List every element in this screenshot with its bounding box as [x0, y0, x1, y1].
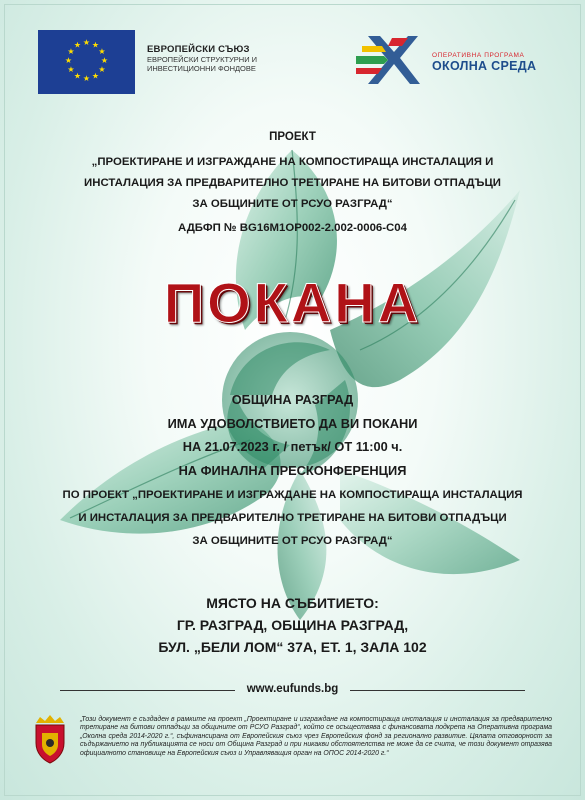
venue-line-1: ГР. РАЗГРАД, ОБЩИНА РАЗГРАД,: [176, 617, 409, 633]
footer-divider-left: [60, 690, 235, 691]
venue-line-2: БУЛ. „БЕЛИ ЛОМ“ 37А, ЕТ. 1, ЗАЛА 102: [158, 639, 427, 655]
invitation-body: [0, 388, 585, 482]
footer-divider-right: [350, 690, 525, 691]
svg-text:★: ★: [73, 40, 82, 50]
invitation-project: [0, 484, 585, 553]
svg-text:★: ★: [100, 56, 109, 65]
svg-text:★: ★: [64, 56, 73, 65]
eu-subtitle-1: ЕВРОПЕЙСКИ СТРУКТУРНИ И: [147, 55, 258, 64]
invitation-line-1: ОБЩИНА РАЗГРАД: [231, 392, 354, 407]
eu-funds-label: [147, 44, 287, 73]
project-title-line-3: ЗА ОБЩИНИТЕ ОТ РСУО РАЗГРАД“: [192, 198, 393, 210]
eu-flag-icon: [38, 30, 135, 94]
eu-subtitle-2: ИНВЕСТИЦИОННИ ФОНДОВЕ: [147, 64, 256, 73]
venue-label: МЯСТО НА СЪБИТИЕТО:: [206, 595, 379, 611]
invitation-line-4: НА ФИНАЛНА ПРЕСКОНФЕРЕНЦИЯ: [178, 462, 407, 478]
razgrad-crest-icon: [30, 713, 70, 765]
svg-text:★: ★: [73, 71, 82, 81]
programme-label: ОПЕРАТИВНА ПРОГРАМА: [432, 52, 525, 59]
project-title-line-1: „ПРОЕКТИРАНЕ И ИЗГРАЖДАНЕ НА КОМПОСТИРАЩА ИНСТАЛАЦИЯ И: [91, 156, 494, 168]
invitation-line-2: ИМА УДОВОЛСТВИЕТО ДА ВИ ПОКАНИ: [167, 415, 418, 431]
website-link[interactable]: www.eufunds.bg: [246, 683, 339, 695]
svg-text:★: ★: [67, 65, 75, 74]
programme-name: ОКОЛНА СРЕДА: [432, 59, 537, 73]
svg-text:★: ★: [67, 47, 75, 56]
invitation-heading: ПОКАНА: [163, 271, 422, 334]
venue-block: [0, 592, 585, 658]
contract-number: АДБФП № BG16M1OP002-2.002-0006-C04: [178, 222, 407, 234]
operational-programme-logo-icon: [348, 30, 428, 86]
invitation-line-6: И ИНСТАЛАЦИЯ ЗА ПРЕДВАРИТЕЛНО ТРЕТИРАНЕ НА БИТОВИ ОТПАДЪЦИ: [78, 512, 507, 524]
project-label: ПРОЕКТ: [269, 131, 316, 143]
project-title-line-2: ИНСТАЛАЦИЯ ЗА ПРЕДВАРИТЕЛНО ТРЕТИРАНЕ НА БИТОВИ ОТПАДЪЦИ: [84, 177, 501, 189]
svg-text:★: ★: [91, 71, 100, 81]
invitation-line-3: НА 21.07.2023 г. / петък/ ОТ 11:00 ч.: [182, 439, 403, 454]
svg-text:★: ★: [91, 40, 100, 50]
eu-title: ЕВРОПЕЙСКИ СЪЮЗ: [147, 44, 250, 55]
svg-text:★: ★: [98, 65, 106, 74]
operational-programme-label: [432, 52, 552, 73]
svg-text:★: ★: [82, 74, 91, 83]
disclaimer-text: „Този документ е създаден в рамките на проект „Проектиране и изграждане на компостираща инсталация и инсталация за предварително третиране на битови отпадъци за общините от РСУО Разград“, който се осъществява с финансовата подкрепа на Оперативна програма „Околна среда 2014-2020 г.“, съфинансирана от Европейския съюз чрез Европейския фонд за регионално развитие. Цялата отговорност за съдържанието на публикацията се носи от Община Разград и при никакви обстоятелства не може да се счита, че този документ отразява официалното становище на Европейския съюз и Управляващия орган на ОПОС 2014-2020 г.“: [80, 716, 552, 757]
svg-text:★: ★: [98, 47, 106, 56]
invitation-line-5: ПО ПРОЕКТ „ПРОЕКТИРАНЕ И ИЗГРАЖДАНЕ НА КОМПОСТИРАЩА ИНСТАЛАЦИЯ: [62, 489, 523, 501]
project-title: [0, 152, 585, 215]
invitation-line-7: ЗА ОБЩИНИТЕ ОТ РСУО РАЗГРАД“: [192, 535, 393, 547]
svg-text:★: ★: [82, 38, 91, 47]
